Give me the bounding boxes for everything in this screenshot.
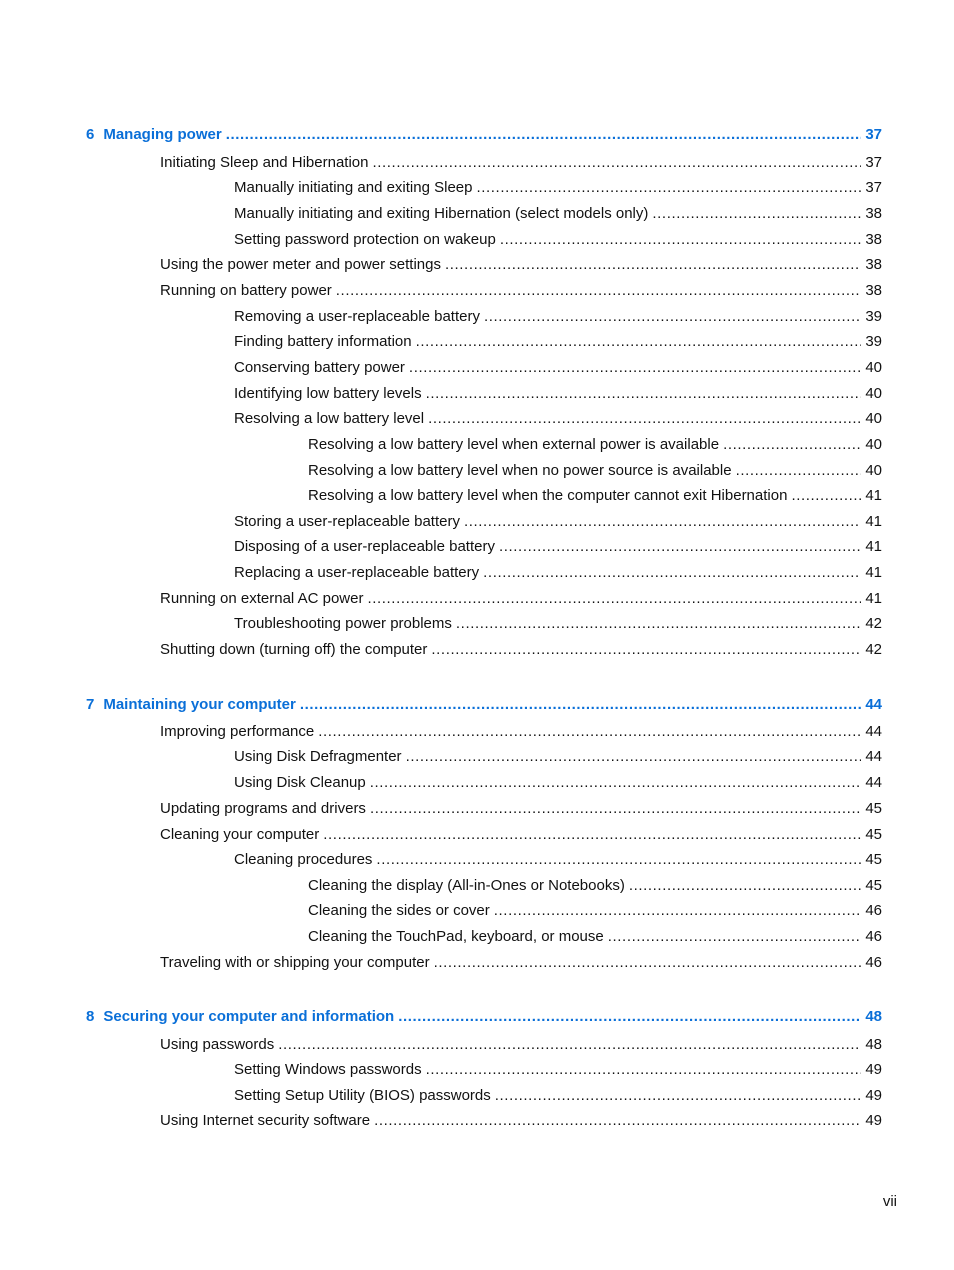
toc-entry[interactable] — [160, 954, 882, 972]
toc-entry-title: Replacing a user-replaceable battery — [234, 564, 480, 581]
toc-entry[interactable] — [234, 513, 882, 531]
toc-entry[interactable] — [308, 436, 882, 454]
toc-entry-title: Setting Windows passwords — [234, 1061, 422, 1078]
toc-entry[interactable] — [234, 231, 882, 249]
toc-entry[interactable] — [160, 826, 882, 844]
toc-chapter-number: 6 — [86, 126, 95, 143]
toc-page-number: 41 — [865, 513, 882, 530]
toc-entry[interactable] — [308, 487, 882, 505]
toc-page-number: 41 — [865, 590, 882, 607]
toc-entry[interactable] — [308, 877, 882, 895]
dot-leader — [398, 1008, 861, 1026]
page-number: vii — [882, 1193, 897, 1210]
dot-leader — [367, 590, 861, 608]
toc-page-number: 44 — [865, 748, 882, 765]
toc-entry-title: Identifying low battery levels — [234, 385, 422, 402]
toc-page-number: 42 — [865, 641, 882, 658]
toc-page-number: 44 — [865, 774, 882, 791]
toc-page-number: 40 — [865, 462, 882, 479]
dot-leader — [608, 928, 862, 946]
dot-leader — [226, 126, 862, 144]
toc-entry[interactable] — [234, 851, 882, 869]
toc-entry-title: Initiating Sleep and Hibernation — [160, 154, 369, 171]
toc-page-number: 41 — [865, 564, 882, 581]
dot-leader — [278, 1036, 861, 1054]
dot-leader — [723, 436, 861, 454]
dot-leader — [483, 564, 861, 582]
toc-entry-title — [86, 126, 222, 144]
dot-leader — [791, 487, 861, 505]
dot-leader — [370, 800, 861, 818]
toc-page-number: 45 — [865, 851, 882, 868]
dot-leader — [428, 410, 861, 428]
toc-entry[interactable] — [234, 308, 882, 326]
toc-entry[interactable] — [308, 902, 882, 920]
toc-entry-title: Using the power meter and power settings — [160, 256, 441, 273]
toc-entry[interactable] — [160, 282, 882, 300]
dot-leader — [336, 282, 862, 300]
toc-chapter-entry[interactable] — [86, 1008, 882, 1026]
toc-entry[interactable] — [160, 1112, 882, 1130]
toc-entry-title: Using Internet security software — [160, 1112, 371, 1129]
toc-entry[interactable] — [234, 179, 882, 197]
toc-page-number: 44 — [865, 723, 882, 740]
toc-page-number: 38 — [865, 282, 882, 299]
toc-page-number: 39 — [865, 308, 882, 325]
toc-page-number: 37 — [865, 179, 882, 196]
toc-page-number: 40 — [865, 410, 882, 427]
toc-entry-title: Using Disk Cleanup — [234, 774, 366, 791]
dot-leader — [376, 851, 861, 869]
toc-page-number: 40 — [865, 385, 882, 402]
toc-chapter-title: Managing power — [103, 126, 222, 143]
toc-entry-title: Setting Setup Utility (BIOS) passwords — [234, 1087, 491, 1104]
toc-entry-title: Finding battery information — [234, 333, 412, 350]
toc-entry[interactable] — [160, 723, 882, 741]
toc-entry[interactable] — [160, 641, 882, 659]
dot-leader — [426, 1061, 862, 1079]
toc-entry-title: Running on battery power — [160, 282, 332, 299]
toc-page-number: 45 — [865, 877, 882, 894]
toc-page-number: 39 — [865, 333, 882, 350]
toc-page-number: 40 — [865, 359, 882, 376]
toc-chapter-entry[interactable] — [86, 696, 882, 714]
toc-page-number: 37 — [865, 154, 882, 171]
dot-leader — [499, 538, 861, 556]
dot-leader — [431, 641, 861, 659]
dot-leader — [370, 774, 862, 792]
toc-page-number: 41 — [865, 538, 882, 555]
toc-page-number: 38 — [865, 256, 882, 273]
toc-page-number: 48 — [865, 1036, 882, 1053]
toc-page-number: 45 — [865, 826, 882, 843]
toc-entry-title — [86, 1008, 394, 1026]
dot-leader — [500, 231, 861, 249]
toc-entry-title: Resolving a low battery level when external power is available — [308, 436, 720, 453]
toc-entry[interactable] — [160, 1036, 882, 1054]
toc-entry[interactable] — [234, 410, 882, 428]
toc-entry-title — [86, 696, 296, 714]
toc-entry-title: Setting password protection on wakeup — [234, 231, 496, 248]
toc-entry[interactable] — [234, 615, 882, 633]
dot-leader — [445, 256, 861, 274]
dot-leader — [495, 1087, 862, 1105]
toc-entry-title: Using passwords — [160, 1036, 275, 1053]
dot-leader — [652, 205, 861, 223]
dot-leader — [464, 513, 861, 531]
toc-page-number: 46 — [865, 954, 882, 971]
toc-entry-title: Manually initiating and exiting Hibernation (select models only) — [234, 205, 649, 222]
toc-page-number: 49 — [865, 1087, 882, 1104]
toc-entry[interactable] — [234, 1087, 882, 1105]
dot-leader — [409, 359, 861, 377]
toc-entry[interactable] — [308, 462, 882, 480]
dot-leader — [494, 902, 862, 920]
toc-page-number: 38 — [865, 231, 882, 248]
toc-entry-title: Cleaning procedures — [234, 851, 373, 868]
toc-page-number: 42 — [865, 615, 882, 632]
toc-entry-title: Cleaning the TouchPad, keyboard, or mouse — [308, 928, 604, 945]
dot-leader — [484, 308, 861, 326]
toc-entry-title: Using Disk Defragmenter — [234, 748, 402, 765]
toc-entry[interactable] — [234, 748, 882, 766]
toc-page-number: 49 — [865, 1112, 882, 1129]
toc-entry[interactable] — [234, 333, 882, 351]
dot-leader — [629, 877, 861, 895]
toc-page-number: 40 — [865, 436, 882, 453]
toc-entry[interactable] — [234, 564, 882, 582]
toc-entry-title: Cleaning the sides or cover — [308, 902, 490, 919]
toc-entry[interactable] — [160, 590, 882, 608]
toc-entry-title: Disposing of a user-replaceable battery — [234, 538, 495, 555]
toc-entry[interactable] — [234, 774, 882, 792]
toc-chapter-number: 7 — [86, 696, 95, 713]
toc-page-number: 45 — [865, 800, 882, 817]
toc-chapter-title: Securing your computer and information — [103, 1008, 395, 1025]
dot-leader — [406, 748, 862, 766]
toc-entry-title: Cleaning your computer — [160, 826, 320, 843]
toc-entry-title: Shutting down (turning off) the computer — [160, 641, 428, 658]
toc-entry[interactable] — [160, 800, 882, 818]
dot-leader — [374, 1112, 861, 1130]
toc-page-number: 46 — [865, 928, 882, 945]
dot-leader — [736, 462, 862, 480]
toc-entry-title: Cleaning the display (All-in-Ones or Notebooks) — [308, 877, 625, 894]
toc-page-number: 38 — [865, 205, 882, 222]
toc-entry-title: Resolving a low battery level — [234, 410, 425, 427]
toc-entry-title: Resolving a low battery level when no power source is available — [308, 462, 732, 479]
toc-entry-title: Conserving battery power — [234, 359, 405, 376]
toc-page-number: 37 — [865, 126, 882, 143]
toc-entry[interactable] — [234, 538, 882, 556]
toc-entry-title: Traveling with or shipping your computer — [160, 954, 430, 971]
dot-leader — [456, 615, 861, 633]
toc-entry-title: Updating programs and drivers — [160, 800, 366, 817]
toc-entry[interactable] — [234, 359, 882, 377]
toc-page-number: 48 — [865, 1008, 882, 1025]
toc-page-number: 41 — [865, 487, 882, 504]
toc-entry-title: Running on external AC power — [160, 590, 364, 607]
toc-entry-title: Removing a user-replaceable battery — [234, 308, 480, 325]
toc-chapter-title: Maintaining your computer — [103, 696, 296, 713]
dot-leader — [434, 954, 862, 972]
toc-page-number: 44 — [865, 696, 882, 713]
dot-leader — [318, 723, 861, 741]
dot-leader — [323, 826, 861, 844]
toc-entry[interactable] — [160, 256, 882, 274]
toc-entry[interactable] — [234, 385, 882, 403]
dot-leader — [372, 154, 861, 172]
toc-entry-title: Troubleshooting power problems — [234, 615, 452, 632]
dot-leader — [416, 333, 862, 351]
dot-leader — [426, 385, 862, 403]
toc-chapter-entry[interactable] — [86, 126, 882, 144]
toc-entry-title: Resolving a low battery level when the computer cannot exit Hibernation — [308, 487, 788, 504]
toc-entry-title: Improving performance — [160, 723, 315, 740]
toc-entry[interactable] — [234, 1061, 882, 1079]
toc-entry-title: Manually initiating and exiting Sleep — [234, 179, 473, 196]
toc-entry[interactable] — [160, 154, 882, 172]
dot-leader — [300, 696, 861, 714]
dot-leader — [476, 179, 861, 197]
toc-page-number: 49 — [865, 1061, 882, 1078]
toc-entry[interactable] — [234, 205, 882, 223]
toc-entry-title: Storing a user-replaceable battery — [234, 513, 460, 530]
toc-chapter-number: 8 — [86, 1008, 95, 1025]
toc-entry[interactable] — [308, 928, 882, 946]
toc-page-number: 46 — [865, 902, 882, 919]
